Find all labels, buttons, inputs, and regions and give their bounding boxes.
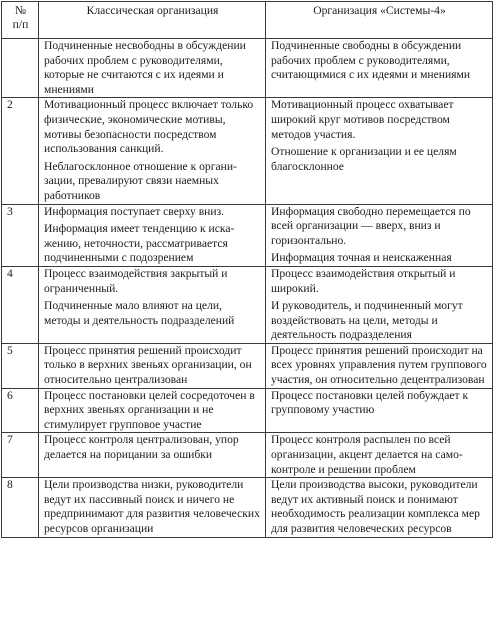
classic-cell: [39, 39, 266, 98]
classic-cell: [39, 343, 266, 388]
row-number-cell: 4: [2, 266, 39, 343]
classic-paragraph: Процесс постановки целей сосредоточен в верхних звеньях организации и не стимулирует групповое участие: [44, 388, 255, 431]
classic-paragraph: Процесс взаимодействия закрытый и ограниченный.: [44, 266, 228, 295]
row-number-cell: 5: [2, 343, 39, 388]
system4-paragraph: Информация точная и неискаженная: [271, 251, 452, 265]
system4-paragraph: Процесс постановки целей побуждает к групповому участию: [271, 388, 469, 417]
row-number-cell: 6: [2, 388, 39, 433]
system4-paragraph: Мотивационный процесс охватывает широкий круг мотивов посредством методов участия.: [271, 98, 454, 141]
classic-paragraph: Информация имеет тенденцию к искажению, неточности, рассматривается подчиненными с подозрением: [44, 222, 235, 265]
classic-paragraph: Неблагосклонное отношение к организации, превалируют связи наемных работников: [44, 159, 237, 202]
classic-paragraph: Процесс принятия решений происходит только в верхних звеньях организации, он относительно централизован: [44, 343, 252, 387]
system4-paragraph: И руководитель, и подчиненный могут воздействовать на цели, методы и деятельность подразделения: [271, 299, 463, 342]
table-row: [2, 433, 493, 478]
system4-cell: [266, 266, 493, 343]
row-number-cell: [2, 39, 39, 98]
classic-column-title: Классическая организация: [86, 4, 219, 17]
number-column-header: № п/п: [2, 2, 39, 39]
table-body: [2, 39, 493, 538]
system4-paragraph: Отношение к организации и ее целям благосклонное: [271, 145, 457, 173]
system4-paragraph: Процесс взаимодействия открытый и широкий.: [271, 266, 456, 295]
classic-paragraph: Мотивационный процесс включает только физические, экономические мотивы, мотивы безопасности посредством использования санкций.: [44, 98, 254, 156]
table-row: [2, 343, 493, 388]
row-number-cell: 2: [2, 98, 39, 204]
table-row: [2, 388, 493, 433]
row-number-cell: 3: [2, 204, 39, 266]
classic-cell: [39, 388, 266, 433]
classic-paragraph: Цели производства низки, руководители ведут их пассивный поиск и ничего не предпринимают для развития человеческих ресурсов организации: [44, 478, 260, 535]
system4-paragraph: Подчиненные свободны в обсуждении рабочих проблем с руководителями, считающимися с их идеями и мнениями: [271, 39, 471, 82]
classic-cell: [39, 433, 266, 478]
system4-paragraph: Процесс контроля распылен по всей организации, акцент делается на самоконтроле и решении проблем: [271, 433, 463, 476]
system4-column-title: Организация «Системы-4»: [313, 4, 446, 17]
classic-paragraph: Информация поступает сверху вниз.: [44, 204, 225, 218]
comparison-table: [1, 1, 493, 538]
classic-paragraph: Подчиненные несвободны в обсуждении рабочих проблем с руководителями, которые не считаются с их идеями и мнениями: [44, 39, 246, 96]
system4-cell: [266, 98, 493, 204]
system4-cell: [266, 343, 493, 388]
system4-cell: [266, 39, 493, 98]
classic-paragraph: Процесс контроля централизован, упор делается на порицании за ошибки: [44, 433, 239, 462]
classic-cell: [39, 478, 266, 537]
table-row: [2, 266, 493, 343]
table-header-row: [2, 2, 493, 39]
system4-cell: [266, 388, 493, 433]
table-row: [2, 204, 493, 266]
classic-paragraph: Подчиненные мало влияют на цели, методы и деятельность подразделений: [44, 299, 235, 327]
table-row: [2, 98, 493, 204]
system4-paragraph: Информация свободно перемещается по всей организации — вверх, вниз и горизонтально.: [271, 204, 471, 247]
table-row: [2, 39, 493, 98]
system4-cell: [266, 433, 493, 478]
classic-cell: [39, 204, 266, 266]
row-number-cell: 8: [2, 478, 39, 537]
system4-column-header: [266, 2, 493, 39]
system4-cell: [266, 204, 493, 266]
classic-cell: [39, 98, 266, 204]
row-number-cell: 7: [2, 433, 39, 478]
classic-column-header: [39, 2, 266, 39]
system4-paragraph: Цели производства высоки, руководители ведут их активный поиск и понимают необходимость реализации комплекса мер для развития человеческих ресурсов: [271, 478, 480, 535]
system4-cell: [266, 478, 493, 537]
table-row: [2, 478, 493, 537]
system4-paragraph: Процесс принятия решений происходит на всех уровнях управления путем группового участия, он относительно децентрализован: [271, 343, 487, 387]
classic-cell: [39, 266, 266, 343]
